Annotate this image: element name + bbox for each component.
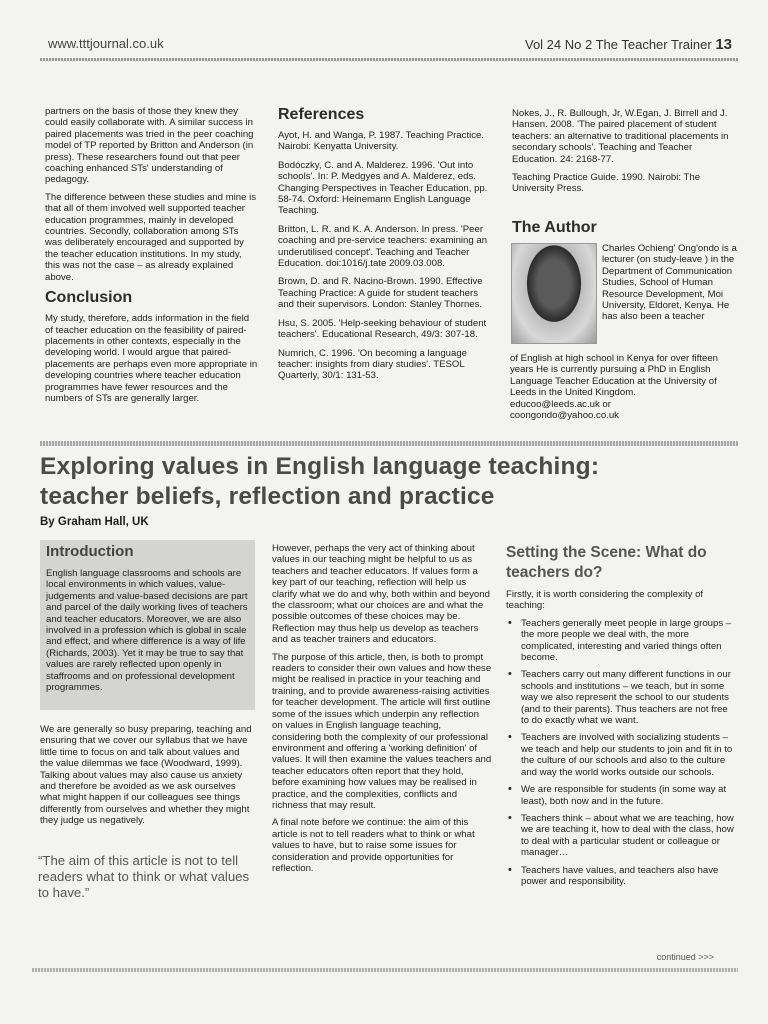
article-col2: [272, 543, 492, 880]
intro-text: English language classrooms and schools are local environments in which values, value-judgements and value-based decisions are part and parcel of the daily working lives of teachers and teacher educators. Moreover, we are also involved in a profession which is global in scale and effect, and where difference is a way of life (Richards, 2003). Yet it may be true to say that values are rarely reflected upon openly in staffrooms and on professional development programmes.: [46, 568, 248, 694]
title-line: teacher beliefs, reflection and practice: [40, 483, 495, 510]
author-bio-text: of English at high school in Kenya for over fifteen years He is currently pursuing a PhD in English Language Teacher Education at the University of Leeds in the United Kingdom.: [510, 353, 718, 399]
article-title: [40, 452, 740, 512]
conclusion-heading: Conclusion: [45, 289, 133, 307]
conclusion-text: My study, therefore, adds information in the field of teacher education on the feasibility of paired-placements in other contexts, especially in the developing world. I would argue that paired-placements are perhaps even more appropriate in developing countries where teacher education programmes have fewer resources and the numbers of STs are generally larger.: [45, 313, 258, 404]
pull-quote: “The aim of this article is not to tell readers what to think or what values to have.”: [38, 853, 250, 900]
references-heading: References: [278, 106, 365, 123]
reference-item: Bodóczky, C. and A. Malderez. 1996. 'Out into schools'. In: P. Medgyes and A. Malderez, eds. Changing Perspectives in Teacher Education, pp. 58-74. Oxford: Heinemann English Language Teaching.: [278, 159, 488, 217]
article-col3: [506, 543, 736, 893]
list-item: • Teachers think – about what we are teaching, how we are teaching it, how to deal with the class, how to deal with a particular student or colleague or manager…: [506, 813, 736, 859]
author-email-link[interactable]: coongondo@yahoo.co.uk: [510, 410, 619, 422]
author-bio: Charles Ochieng' Ong'ondo is a lecturer (on study-leave ) in the Department of Communication Studies, School of Human Resource Development, Moi University, Eldoret, Kenya. He has also been a teacher: [602, 243, 737, 323]
scene-intro: Firstly, it is worth considering the complexity of teaching:: [506, 589, 704, 612]
references-continued: [512, 108, 734, 202]
list-item: • Teachers carry out many different functions in our schools and institutions – we teach, but in some way we also represent the school to our students (and to their parents). Thus teachers are not free to do exactly what we want.: [506, 669, 736, 726]
paragraph: The difference between these studies and mine is that all of them involved well supported teacher education programmes, mainly in developed countries. Secondly, collaboration among STs was deliberately encouraged and supported by the teacher education institutions. In my study, this was not the case – as already explained above.: [45, 191, 257, 283]
author-email-link[interactable]: educoo@leeds.ac.uk or: [510, 398, 611, 410]
paragraph: A final note before we continue: the aim of this article is not to tell readers what to think or what values to have, but to raise some issues for consideration and provide opportunities for reflection.: [272, 817, 475, 874]
prev-article-col1: [45, 106, 258, 410]
byline: By Graham Hall, UK: [40, 516, 149, 528]
page-number: 13: [715, 36, 732, 53]
list-item: • Teachers are involved with socializing students – we teach and help our students to join and fit in to the culture of our schools and also to the culture and way the world works outside our schools.: [506, 732, 736, 778]
list-item: • We are responsible for students (in some way at least), both now and in the future.: [506, 784, 736, 807]
paragraph: The purpose of this article, then, is both to prompt readers to consider their own values and how these might be realised in practice in your teaching and training, and to provide awareness-raising activities for teacher development. The article will first outline some of the issues which underpin any reflection on values in English language teaching, considering both the complexity of our professional environment and offering a 'working definition' of values. It will then examine the values teachers and teacher educators often report that they hold, before examining how values may be realised in practice, and the complexities, conflicts and richness that may result.: [272, 651, 492, 811]
reference-item: Brown, D. and R. Nacino-Brown. 1990. Effective Teaching Practice: A guide for student teachers and their supervisors. London: Stanley Thornes.: [278, 276, 483, 311]
title-line: Exploring values in English language teaching:: [40, 453, 600, 480]
list-item: • Teachers have values, and teachers also have power and responsibility.: [506, 865, 736, 888]
reference-item: Nokes, J., R. Bullough, Jr, W.Egan, J. Birrell and J. Hansen. 2008. 'The paired placement of student teachers: an alternative to traditional placements in secondary schools'. Teaching and Teacher Education. 24: 2168-77.: [512, 108, 729, 165]
issue-label: Vol 24 No 2 The Teacher Trainer: [524, 37, 712, 52]
article-col1-text: We are generally so busy preparing, teaching and ensuring that we cover our syllabus that we have little time to focus on and talk about values and the value dilemmas we face (Woodward, 1999). Talking about values may also cause us anxiety and therefore be avoided as we ask ourselves what might happen if our colleagues see things differently from ourselves and whether they might they judge us negatively.: [40, 724, 252, 827]
scene-heading: Setting the Scene: What do teachers do?: [506, 544, 707, 581]
paragraph: However, perhaps the very act of thinking about values in our teaching might be helpful to us as teachers and teacher educators. If values form a key part of our teaching, reflection will help us clarify what we do and why, both within and beyond the classroom; what our choices are and what the possible outcomes of these choices may be. Reflection may thus help us develop as teachers and as teacher trainers and educators.: [272, 543, 490, 646]
list-item: • Teachers generally meet people in large groups – the more people we deal with, the more complicated, interesting and varied things often become.: [506, 618, 736, 664]
paragraph: partners on the basis of those they knew they could easily collaborate with. A similar success in paired placements was tried in the peer coaching model of TP reported by Britton and Anderson (in press). These researchers found out that peer coaching enhanced STs' understanding of pedagogy.: [45, 106, 254, 186]
reference-item: Hsu, S. 2005. 'Help-seeking behaviour of student teachers'. Educational Research, 49/3: 307-18.: [278, 317, 487, 341]
section-divider: [40, 441, 738, 446]
reference-item: Numrich, C. 1996. 'On becoming a language teacher: insights from diary studies'. TESOL Quarterly, 30/1: 131-53.: [278, 347, 468, 382]
author-bio-continued: [510, 353, 735, 421]
reference-item: Teaching Practice Guide. 1990. Nairobi: The University Press.: [512, 172, 701, 195]
bottom-divider: [32, 968, 738, 972]
journal-url: www.tttjournal.co.uk: [48, 36, 164, 51]
author-photo: [511, 243, 597, 344]
top-divider: [40, 58, 738, 61]
reference-item: Britton, L. R. and K. A. Anderson. In press. 'Peer coaching and pre-service teachers: examining an underutilised concept'. Teaching and Teacher Education. doi:1016/j.tate 2009.03.008.: [278, 223, 488, 270]
issue-info: [525, 36, 732, 53]
author-heading: The Author: [512, 219, 597, 236]
intro-heading: Introduction: [46, 543, 134, 560]
reference-item: Ayot, H. and Wanga, P. 1987. Teaching Practice. Nairobi: Kenyatta University.: [278, 130, 485, 153]
references-section: [278, 106, 496, 389]
bullet-list: [506, 618, 736, 888]
continued-link[interactable]: continued >>>: [656, 952, 714, 962]
